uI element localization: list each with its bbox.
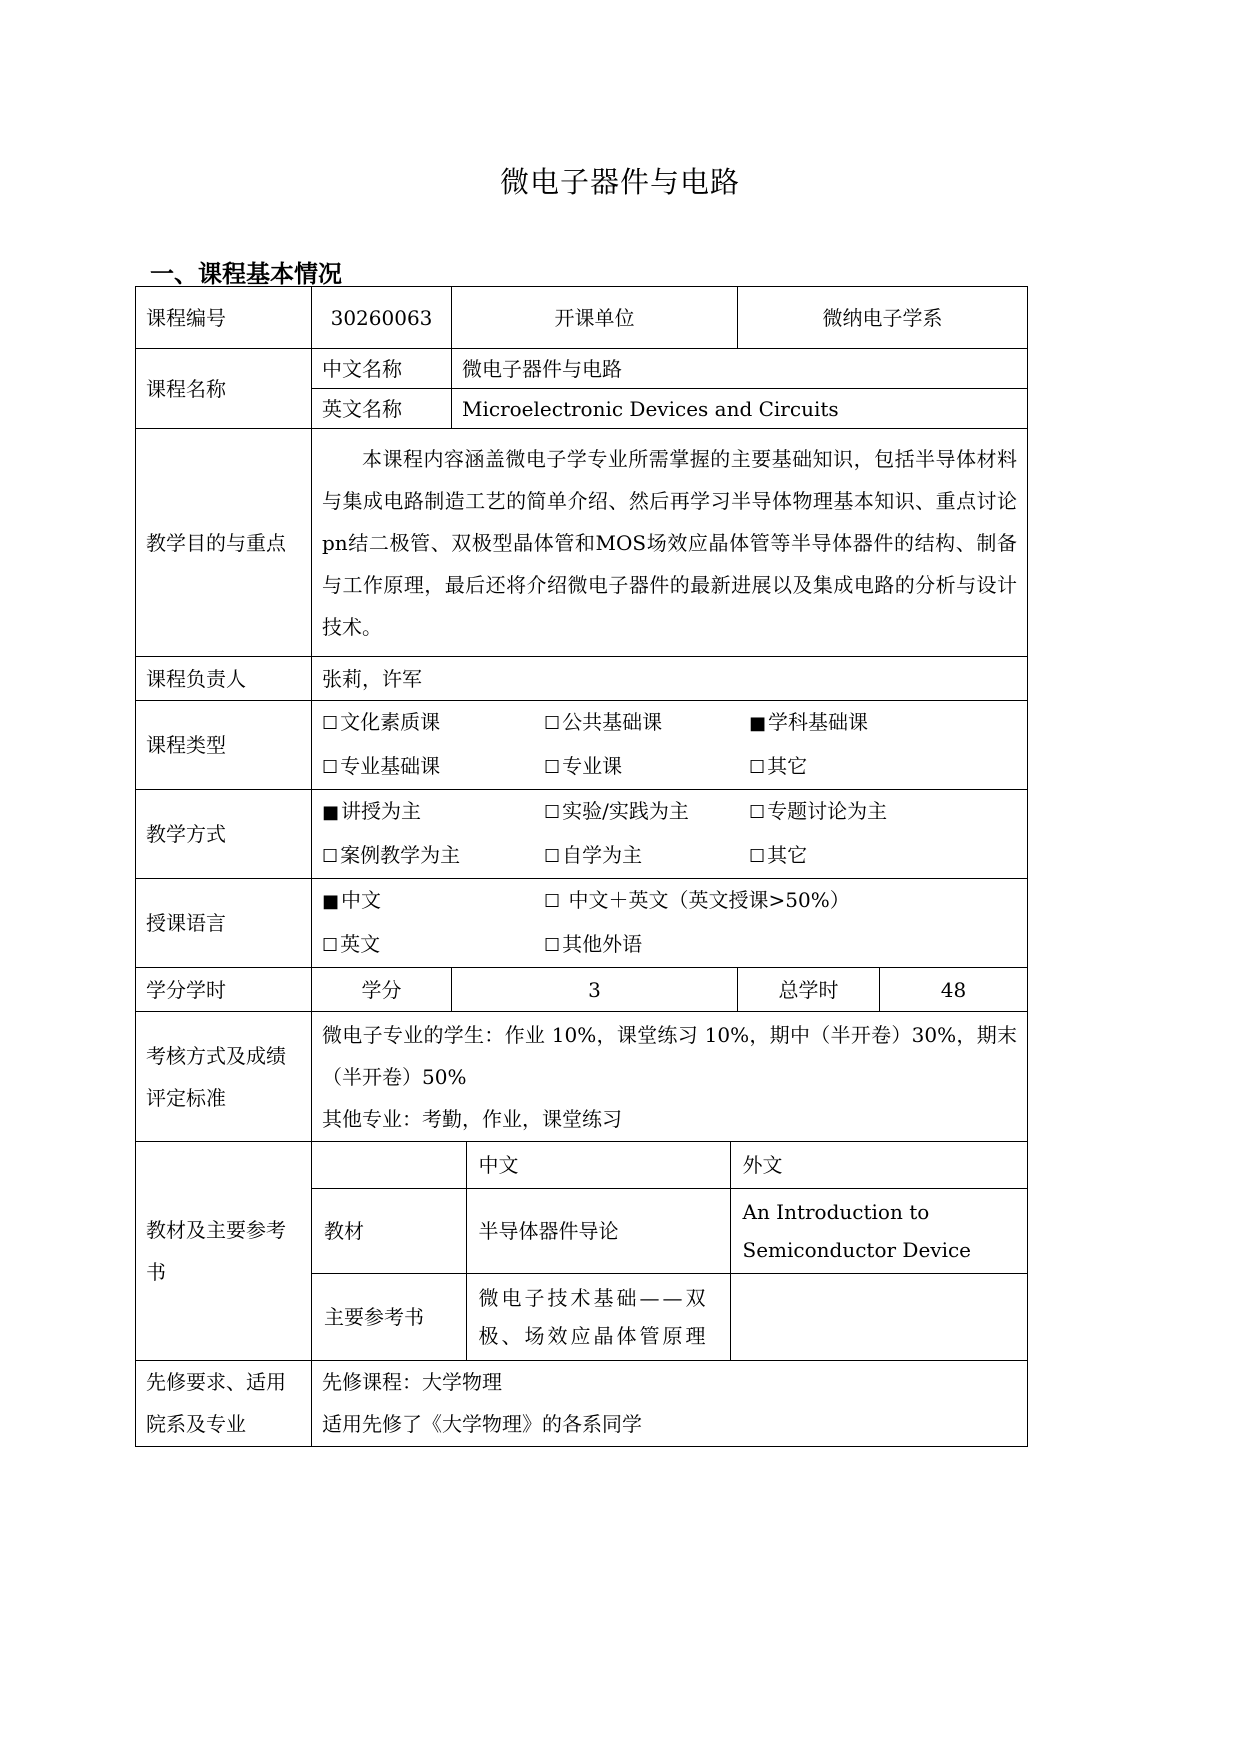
checkbox-icon[interactable]: ☐: [749, 846, 766, 867]
instructor-label: 课程负责人: [136, 657, 312, 701]
hours-value: 48: [880, 968, 1028, 1012]
credits-label: 学分学时: [136, 968, 312, 1012]
teaching-method-option[interactable]: ☐ 实验/实践为主: [544, 799, 689, 823]
language-label: 授课语言: [136, 879, 312, 968]
objectives-text: 本课程内容涵盖微电子学专业所需掌握的主要基础知识，包括半导体材料与集成电路制造工艺的简单介绍、然后再学习半导体物理基本知识、重点讨论pn结二极管、双极型晶体管和MOS场效应晶体管等半导体器件的结构、制备与工作原理，最后还将介绍微电子器件的最新进展以及集成电路的分析与设计技术。: [322, 446, 1017, 639]
textbook-cn: 半导体器件导论: [466, 1189, 730, 1274]
teaching-method-row: [136, 790, 1028, 879]
course-type-option[interactable]: ☐ 公共基础课: [544, 710, 663, 734]
checkbox-icon[interactable]: ☐: [544, 935, 561, 956]
instructor-value: 张莉，许军: [312, 657, 1028, 701]
language-option[interactable]: ☐ 其他外语: [544, 932, 643, 956]
course-type-option[interactable]: ☐ 专业课: [544, 754, 623, 778]
checkbox-icon[interactable]: ☐: [544, 757, 561, 778]
language-option[interactable]: ☐ 中文＋英文（英文授课>50%）: [544, 888, 850, 912]
textbooks-col-foreign: 外文: [730, 1142, 1027, 1189]
credit-value: 3: [452, 968, 738, 1012]
textbook-foreign-line2: Semiconductor Device: [742, 1238, 972, 1262]
assessment-label-line2: 评定标准: [146, 1085, 226, 1110]
course-info-table: [135, 286, 1028, 1447]
reference-label: 主要参考书: [312, 1274, 466, 1360]
teaching-method-option[interactable]: ■ 讲授为主: [322, 799, 422, 823]
checkbox-checked-icon[interactable]: ■: [322, 891, 340, 912]
credits-row: [136, 968, 1028, 1012]
prereq-label-line1: 先修要求、适用: [146, 1370, 286, 1394]
objectives-row: [136, 429, 1028, 657]
checkbox-icon[interactable]: ☐: [749, 802, 766, 823]
course-type-option[interactable]: ■ 学科基础课: [749, 710, 869, 734]
checkbox-icon[interactable]: ☐: [544, 802, 561, 823]
document-title: 微电子器件与电路: [499, 165, 740, 199]
prereq-line2: 适用先修了《大学物理》的各系同学: [322, 1412, 642, 1436]
textbook-label: 教材: [312, 1189, 466, 1274]
prereq-row: [136, 1360, 1028, 1446]
reference-foreign: [730, 1274, 1027, 1360]
checkbox-icon[interactable]: ☐: [322, 935, 339, 956]
course-name-en-label: 英文名称: [312, 389, 452, 429]
course-code-row: [136, 287, 1028, 349]
credit-label: 学分: [312, 968, 452, 1012]
reference-cn: 微电子技术基础——双极、场效应晶体管原理: [466, 1274, 730, 1360]
language-row: [136, 879, 1028, 968]
assessment-line: 微电子专业的学生：作业 10%，课堂练习 10%，期中（半开卷）30%，期末（半开卷）50%: [322, 1022, 1017, 1089]
objectives-label: 教学目的与重点: [136, 429, 312, 657]
course-name-cn-value: 微电子器件与电路: [452, 349, 1028, 389]
checkbox-icon[interactable]: ☐: [749, 757, 766, 778]
prereq-label-line2: 院系及专业: [146, 1412, 246, 1436]
hours-label: 总学时: [738, 968, 880, 1012]
teaching-method-option[interactable]: ☐ 自学为主: [544, 843, 643, 867]
course-type-label: 课程类型: [136, 701, 312, 790]
checkbox-icon[interactable]: ☐: [322, 713, 339, 734]
checkbox-checked-icon[interactable]: ■: [749, 713, 767, 734]
course-type-option[interactable]: ☐ 文化素质课: [322, 710, 441, 734]
checkbox-icon[interactable]: ☐: [544, 846, 561, 867]
textbooks-label-line1: 教材及主要参考: [146, 1217, 286, 1242]
assessment-row: [136, 1012, 1028, 1142]
checkbox-icon[interactable]: ☐: [544, 713, 561, 734]
textbooks-row: [136, 1142, 1028, 1361]
textbooks-col-cn: 中文: [466, 1142, 730, 1189]
teaching-method-label: 教学方式: [136, 790, 312, 879]
textbooks-table: [312, 1142, 1027, 1360]
course-name-cn-row: [136, 349, 1028, 389]
course-name-label: 课程名称: [136, 349, 312, 429]
textbooks-corner: [312, 1142, 466, 1189]
instructor-row: [136, 657, 1028, 701]
language-option[interactable]: ■ 中文: [322, 888, 382, 912]
assessment-line: 其他专业：考勤，作业，课堂练习: [322, 1106, 622, 1131]
course-type-option[interactable]: ☐ 其它: [749, 754, 808, 778]
checkbox-icon[interactable]: ☐: [544, 891, 561, 912]
checkbox-icon[interactable]: ☐: [322, 757, 339, 778]
prereq-line1: 先修课程：大学物理: [322, 1370, 502, 1394]
teaching-method-option[interactable]: ☐ 其它: [749, 843, 808, 867]
checkbox-checked-icon[interactable]: ■: [322, 802, 340, 823]
assessment-label-line1: 考核方式及成绩: [146, 1043, 286, 1068]
course-type-row: [136, 701, 1028, 790]
teaching-method-option[interactable]: ☐ 案例教学为主: [322, 843, 461, 867]
textbooks-label-line2: 书: [146, 1259, 166, 1284]
language-option[interactable]: ☐ 英文: [322, 932, 381, 956]
textbook-foreign-line1: An Introduction to: [742, 1200, 930, 1224]
course-type-option[interactable]: ☐ 专业基础课: [322, 754, 441, 778]
course-code-value: 30260063: [312, 287, 452, 349]
section-heading: 一、课程基本情况: [150, 260, 342, 288]
course-code-label: 课程编号: [136, 287, 312, 349]
checkbox-icon[interactable]: ☐: [322, 846, 339, 867]
course-name-cn-label: 中文名称: [312, 349, 452, 389]
course-name-en-value: Microelectronic Devices and Circuits: [452, 389, 1028, 429]
department-label: 开课单位: [452, 287, 738, 349]
teaching-method-option[interactable]: ☐ 专题讨论为主: [749, 799, 888, 823]
department-value: 微纳电子学系: [738, 287, 1028, 349]
